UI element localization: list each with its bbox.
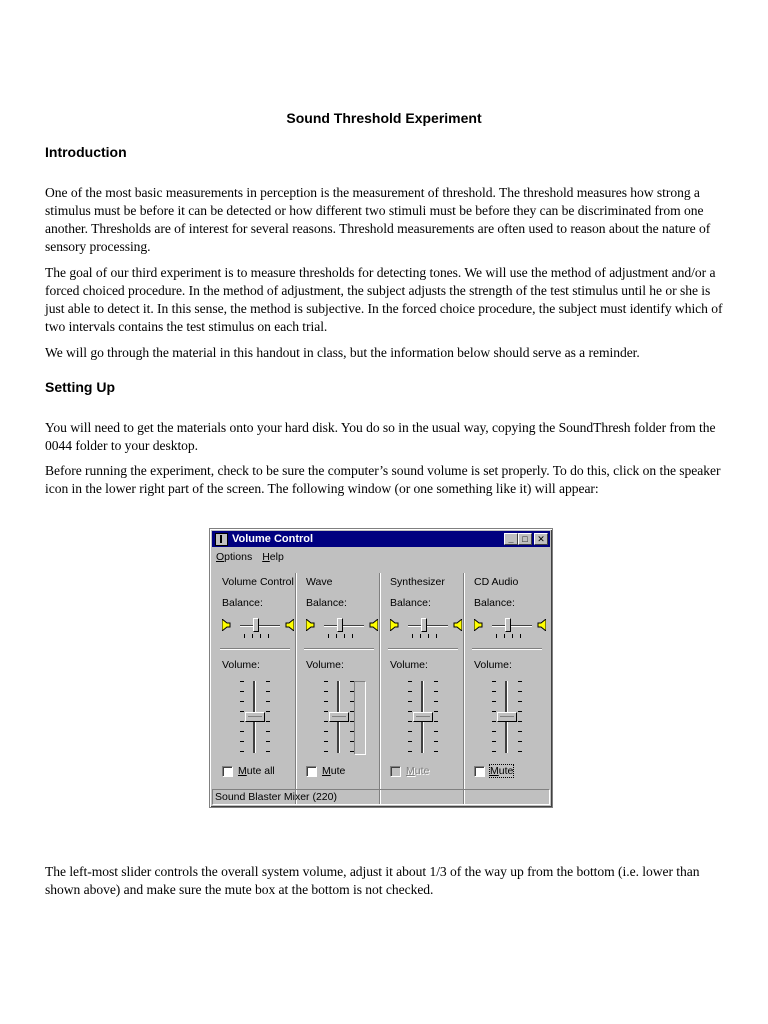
speaker-right-icon xyxy=(452,619,462,631)
channel-column xyxy=(296,569,380,805)
mute-label-rest: ute xyxy=(498,765,514,777)
mute-checkbox[interactable] xyxy=(390,766,401,777)
volume-slider[interactable] xyxy=(324,681,354,753)
balance-track xyxy=(240,625,280,627)
mute-control[interactable] xyxy=(474,765,513,777)
volume-thumb[interactable] xyxy=(329,712,349,722)
divider xyxy=(220,648,290,650)
paragraph-setup-3: The left-most slider controls the overall system volume, adjust it about 1/3 of the way up from the bottom (i.e. lower than shown above) and make sure the mute box at the bottom is not checked. xyxy=(45,864,700,897)
volume-thumb[interactable] xyxy=(413,712,433,722)
speaker-app-icon xyxy=(215,533,228,546)
speaker-left-icon xyxy=(474,619,484,631)
divider xyxy=(304,648,374,650)
paragraph-intro-2: The goal of our third experiment is to measure thresholds for detecting tones. We will use the method of adjustment and/or a forced choiced procedure. In the method of adjustment, the subject adjusts the strength of the test stimulus until he or she is just able to detect it. In this sense, the method is subjective. In the forced choice procedure, the subject must identify which of two intervals contains the test stimulus on each trial. xyxy=(45,265,723,334)
channel-name: Wave xyxy=(306,576,333,588)
mute-label xyxy=(322,765,345,777)
balance-label: Balance: xyxy=(474,597,515,609)
mute-checkbox[interactable] xyxy=(474,766,485,777)
volume-label: Volume: xyxy=(222,659,260,671)
mute-label xyxy=(490,765,513,777)
balance-thumb[interactable] xyxy=(253,618,259,632)
balance-slider[interactable] xyxy=(474,617,544,639)
paragraph-intro-1: One of the most basic measurements in perception is the measurement of threshold. The threshold measures how strong a stimulus must be before it can be detected or how different two stimuli must be before they can be discriminated from one another. Thresholds are of interest for several reasons. Threshold measurements are often used to reason about the nature of sensory processing. xyxy=(45,185,711,254)
volume-slider[interactable] xyxy=(240,681,270,753)
speaker-left-icon xyxy=(390,619,400,631)
mute-label-accelerator: M xyxy=(238,765,247,777)
window-titlebar[interactable] xyxy=(212,531,550,547)
mute-label-accelerator: M xyxy=(322,765,331,777)
channel-name: Volume Control xyxy=(222,576,294,588)
balance-track xyxy=(408,625,448,627)
mute-label-rest: ute xyxy=(414,765,430,777)
speaker-right-icon xyxy=(284,619,294,631)
volume-thumb[interactable] xyxy=(245,712,265,722)
volume-label: Volume: xyxy=(390,659,428,671)
window-title: Volume Control xyxy=(232,533,314,545)
balance-ticks xyxy=(244,634,276,638)
channel-column xyxy=(212,569,296,805)
mute-control[interactable] xyxy=(222,765,275,777)
balance-label: Balance: xyxy=(390,597,431,609)
heading-introduction: Introduction xyxy=(45,144,127,160)
volume-slider[interactable] xyxy=(408,681,438,753)
balance-label: Balance: xyxy=(306,597,347,609)
mute-label-rest: ute all xyxy=(246,765,275,777)
channel-name: CD Audio xyxy=(474,576,519,588)
balance-slider[interactable] xyxy=(222,617,292,639)
maximize-button[interactable]: □ xyxy=(518,533,532,545)
mute-checkbox[interactable] xyxy=(306,766,317,777)
paragraph-setup-2: Before running the experiment, check to be sure the computer’s sound volume is set properly. To do this, click on the speaker icon in the lower right part of the screen. The following window (or one something like it) will appear: xyxy=(45,463,721,496)
menu-options[interactable]: Options xyxy=(216,551,253,563)
mute-label-accelerator: M xyxy=(490,765,499,777)
channel-column xyxy=(380,569,464,805)
channel-name: Synthesizer xyxy=(390,576,445,588)
mute-label-accelerator: M xyxy=(406,765,415,777)
mute-control[interactable] xyxy=(306,765,345,777)
balance-slider[interactable] xyxy=(390,617,460,639)
balance-label: Balance: xyxy=(222,597,263,609)
divider xyxy=(388,648,458,650)
balance-ticks xyxy=(412,634,444,638)
mute-control[interactable] xyxy=(390,765,429,777)
speaker-left-icon xyxy=(222,619,232,631)
balance-ticks xyxy=(328,634,360,638)
volume-label: Volume: xyxy=(474,659,512,671)
speaker-left-icon xyxy=(306,619,316,631)
balance-thumb[interactable] xyxy=(505,618,511,632)
divider xyxy=(472,648,542,650)
close-button[interactable]: ✕ xyxy=(534,533,548,545)
mute-label xyxy=(406,765,429,777)
volume-control-window xyxy=(209,528,553,808)
mute-label-rest: ute xyxy=(330,765,346,777)
balance-ticks xyxy=(496,634,528,638)
paragraph-setup-1: You will need to get the materials onto your hard disk. You do so in the usual way, copying the SoundThresh folder from the 0044 folder to your desktop. xyxy=(45,420,716,453)
balance-thumb[interactable] xyxy=(421,618,427,632)
status-bar: Sound Blaster Mixer (220) xyxy=(212,789,550,805)
mute-label xyxy=(238,765,275,777)
balance-track xyxy=(324,625,364,627)
balance-track xyxy=(492,625,532,627)
menu-help[interactable]: Help xyxy=(262,551,284,563)
page-title: Sound Threshold Experiment xyxy=(286,110,482,126)
heading-setting-up: Setting Up xyxy=(45,379,115,395)
volume-thumb[interactable] xyxy=(497,712,517,722)
volume-label: Volume: xyxy=(306,659,344,671)
level-meter xyxy=(354,681,366,755)
speaker-right-icon xyxy=(536,619,546,631)
minimize-button[interactable]: _ xyxy=(504,533,518,545)
mute-checkbox[interactable] xyxy=(222,766,233,777)
speaker-right-icon xyxy=(368,619,378,631)
balance-slider[interactable] xyxy=(306,617,376,639)
menu-bar xyxy=(216,551,284,563)
paragraph-intro-3: We will go through the material in this handout in class, but the information below should serve as a reminder. xyxy=(45,345,640,360)
balance-thumb[interactable] xyxy=(337,618,343,632)
channel-column xyxy=(464,569,548,805)
volume-slider[interactable] xyxy=(492,681,522,753)
